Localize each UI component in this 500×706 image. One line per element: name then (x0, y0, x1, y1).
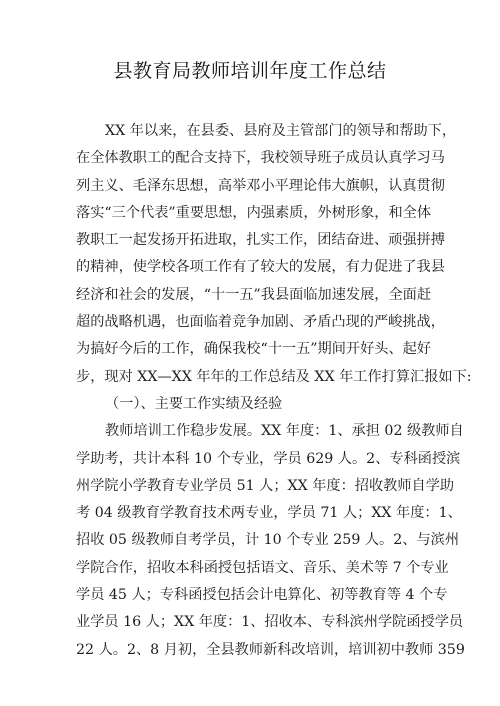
paragraph-line: 经济和社会的发展，“十一五”我县面临加速发展，全面赶 (76, 286, 432, 303)
paragraph-line: 步，现对 XX—XX 年年的工作总结及 XX 年工作打算汇报如下: (76, 368, 472, 385)
document-title: 县教育局教师培训年度工作总结 (113, 60, 387, 82)
paragraph-line: 22 人。2、8 月初，全县教师新科改培训，培训初中教师 359 (76, 641, 465, 658)
paragraph-line: 教职工一起发扬开拓进取，扎实工作，团结奋进、顽强拼搏 (76, 232, 445, 249)
paragraph-line: 为搞好今后的工作，确保我校“十一五”期间开好头、起好 (76, 341, 432, 358)
paragraph-line: 学助考，共计本科 10 个专业，学员 629 人。2、专科函授滨 (76, 450, 461, 467)
paragraph-line: 学院合作，招收本科函授包括语文、音乐、美术等 7 个专业 (76, 559, 449, 576)
paragraph-line: 招收 05 级教师自考学员，计 10 个专业 259 人。2、与滨州 (76, 532, 460, 549)
document-body (76, 118, 472, 664)
paragraph-line: 考 04 级教育学教育技术两专业，学员 71 人；XX 年度：1、 (76, 505, 462, 522)
paragraph-line: 列主义、毛泽东思想，高举邓小平理论伟大旗帜，认真贯彻 (76, 177, 445, 194)
paragraph-line: 超的战略机遇，也面临着竞争加剧、矛盾凸现的严峻挑战， (76, 314, 445, 331)
paragraph-line: 州学院小学教育专业学员 51 人；XX 年度：招收教师自学助 (76, 477, 455, 494)
section-heading: （一）、主要工作实绩及经验 (105, 395, 283, 412)
paragraph-line: 学员 45 人；专科函授包括会计电算化、初等教育等 4 个专 (76, 587, 448, 604)
paragraph-line: 在全体教职工的配合支持下，我校领导班子成员认真学习马 (76, 150, 445, 167)
paragraph-line: 业学员 16 人；XX 年度：1、招收本、专科滨州学院函授学员 (76, 614, 464, 631)
paragraph-line: XX 年以来，在县委、县府及主管部门的领导和帮助下， (105, 123, 457, 139)
paragraph-line: 落实“三个代表”重要思想，内强素质，外树形象，和全体 (76, 204, 432, 221)
paragraph-line: 教师培训工作稳步发展。XX 年度：1、承担 02 级教师自 (105, 423, 464, 440)
paragraph-line: 的精神，使学校各项工作有了较大的发展，有力促进了我县 (76, 259, 445, 276)
